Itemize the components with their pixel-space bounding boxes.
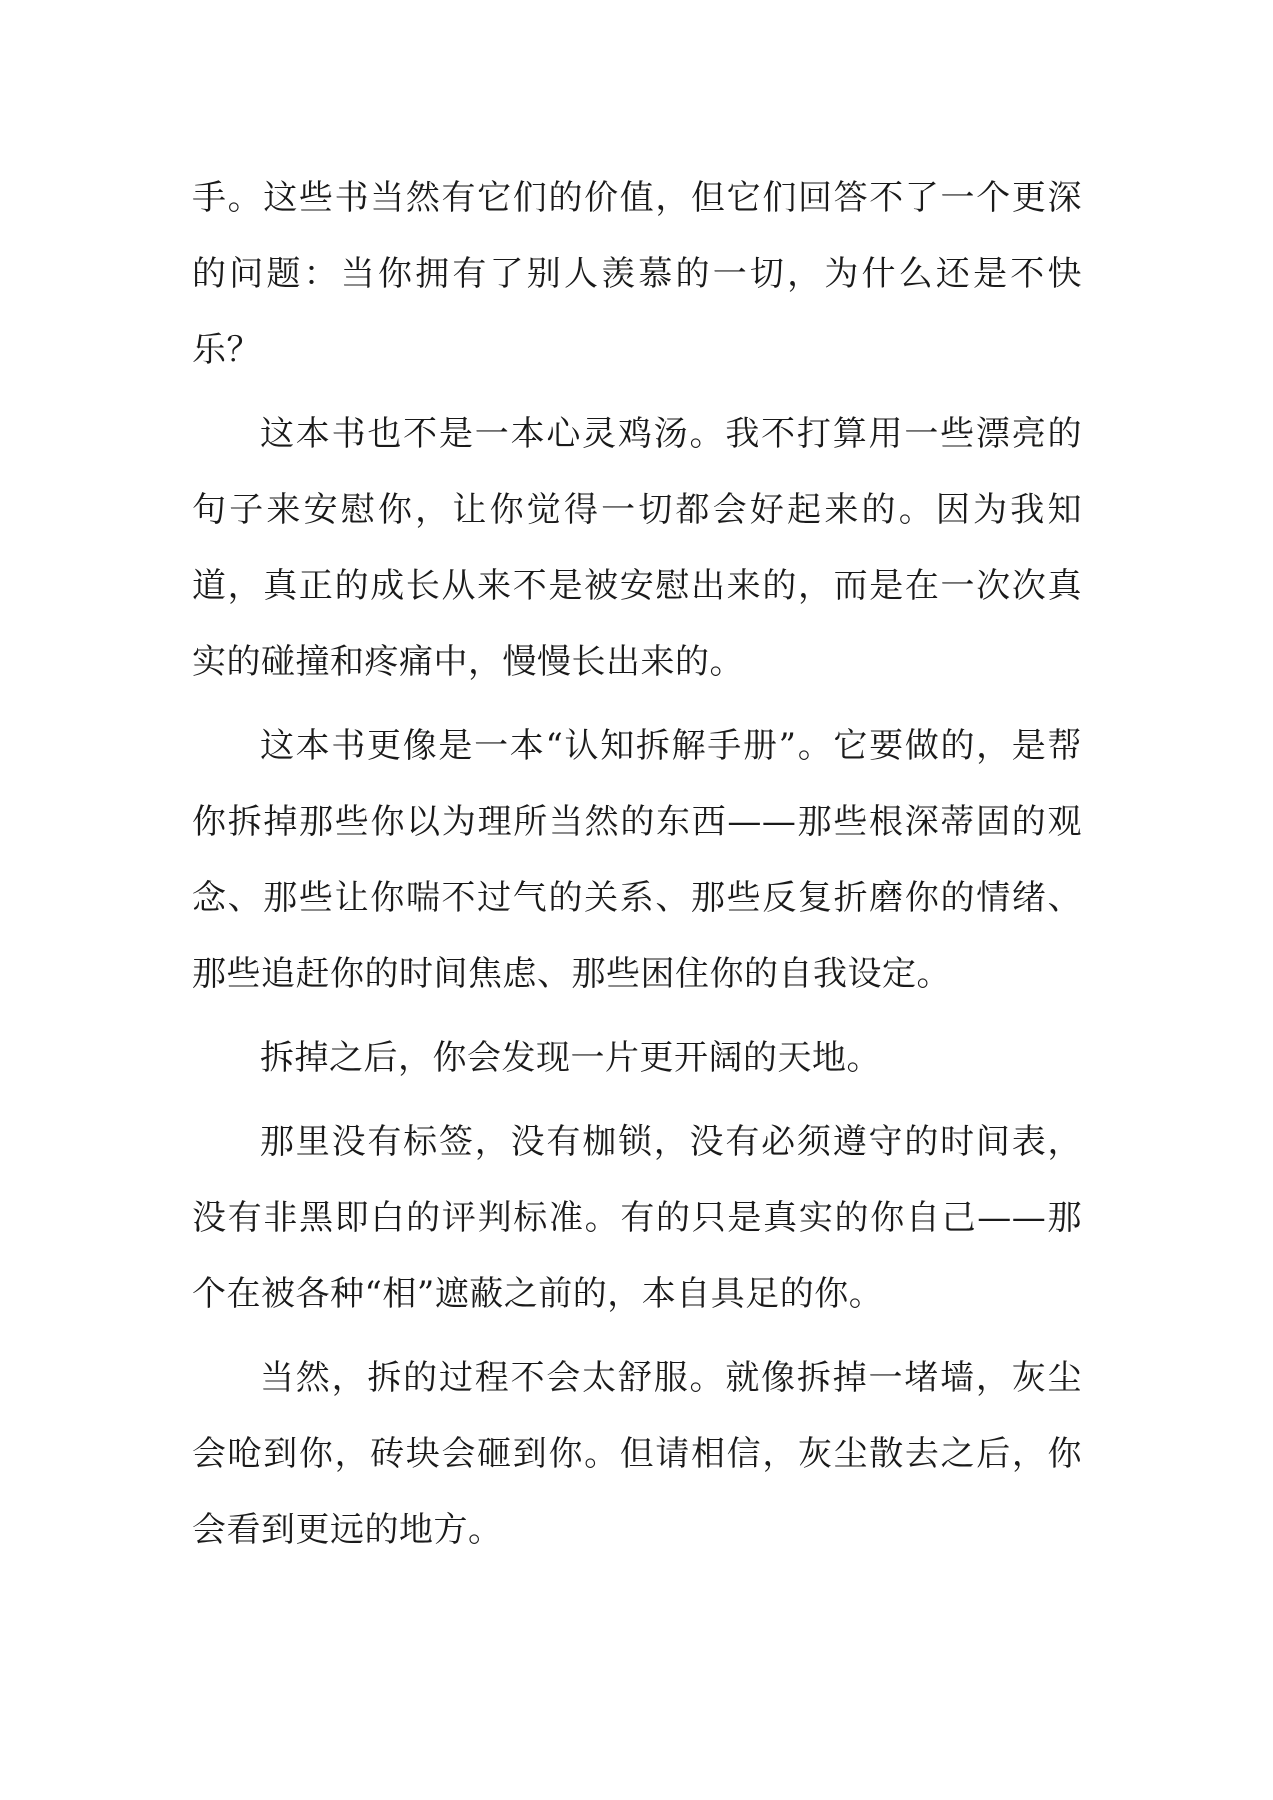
paragraph-5: 那里没有标签，没有枷锁，没有必须遵守的时间表，没有非黑即白的评判标准。有的只是真实的你自己——那个在被各种“相”遮蔽之前的，本自具足的你。 [192, 1122, 1082, 1314]
paragraph-3: 这本书更像是一本“认知拆解手册”。它要做的，是帮你拆掉那些你以为理所当然的东西——那些根深蒂固的观念、那些让你喘不过气的关系、那些反复折磨你的情绪、那些追赶你的时间焦虑、那些困住你的自我设定。 [192, 726, 1082, 994]
paragraph-1: 手。这些书当然有它们的价值，但它们回答不了一个更深的问题：当你拥有了别人羡慕的一切，为什么还是不快乐？ [192, 178, 1082, 370]
paragraph-2: 这本书也不是一本心灵鸡汤。我不打算用一些漂亮的句子来安慰你，让你觉得一切都会好起来的。因为我知道，真正的成长从来不是被安慰出来的，而是在一次次真实的碰撞和疼痛中，慢慢长出来的。 [192, 414, 1082, 682]
paragraph-6: 当然，拆的过程不会太舒服。就像拆掉一堵墙，灰尘会呛到你，砖块会砸到你。但请相信，灰尘散去之后，你会看到更远的地方。 [192, 1358, 1082, 1550]
body-text [192, 160, 1082, 1576]
paragraph-4: 拆掉之后，你会发现一片更开阔的天地。 [260, 1038, 881, 1078]
